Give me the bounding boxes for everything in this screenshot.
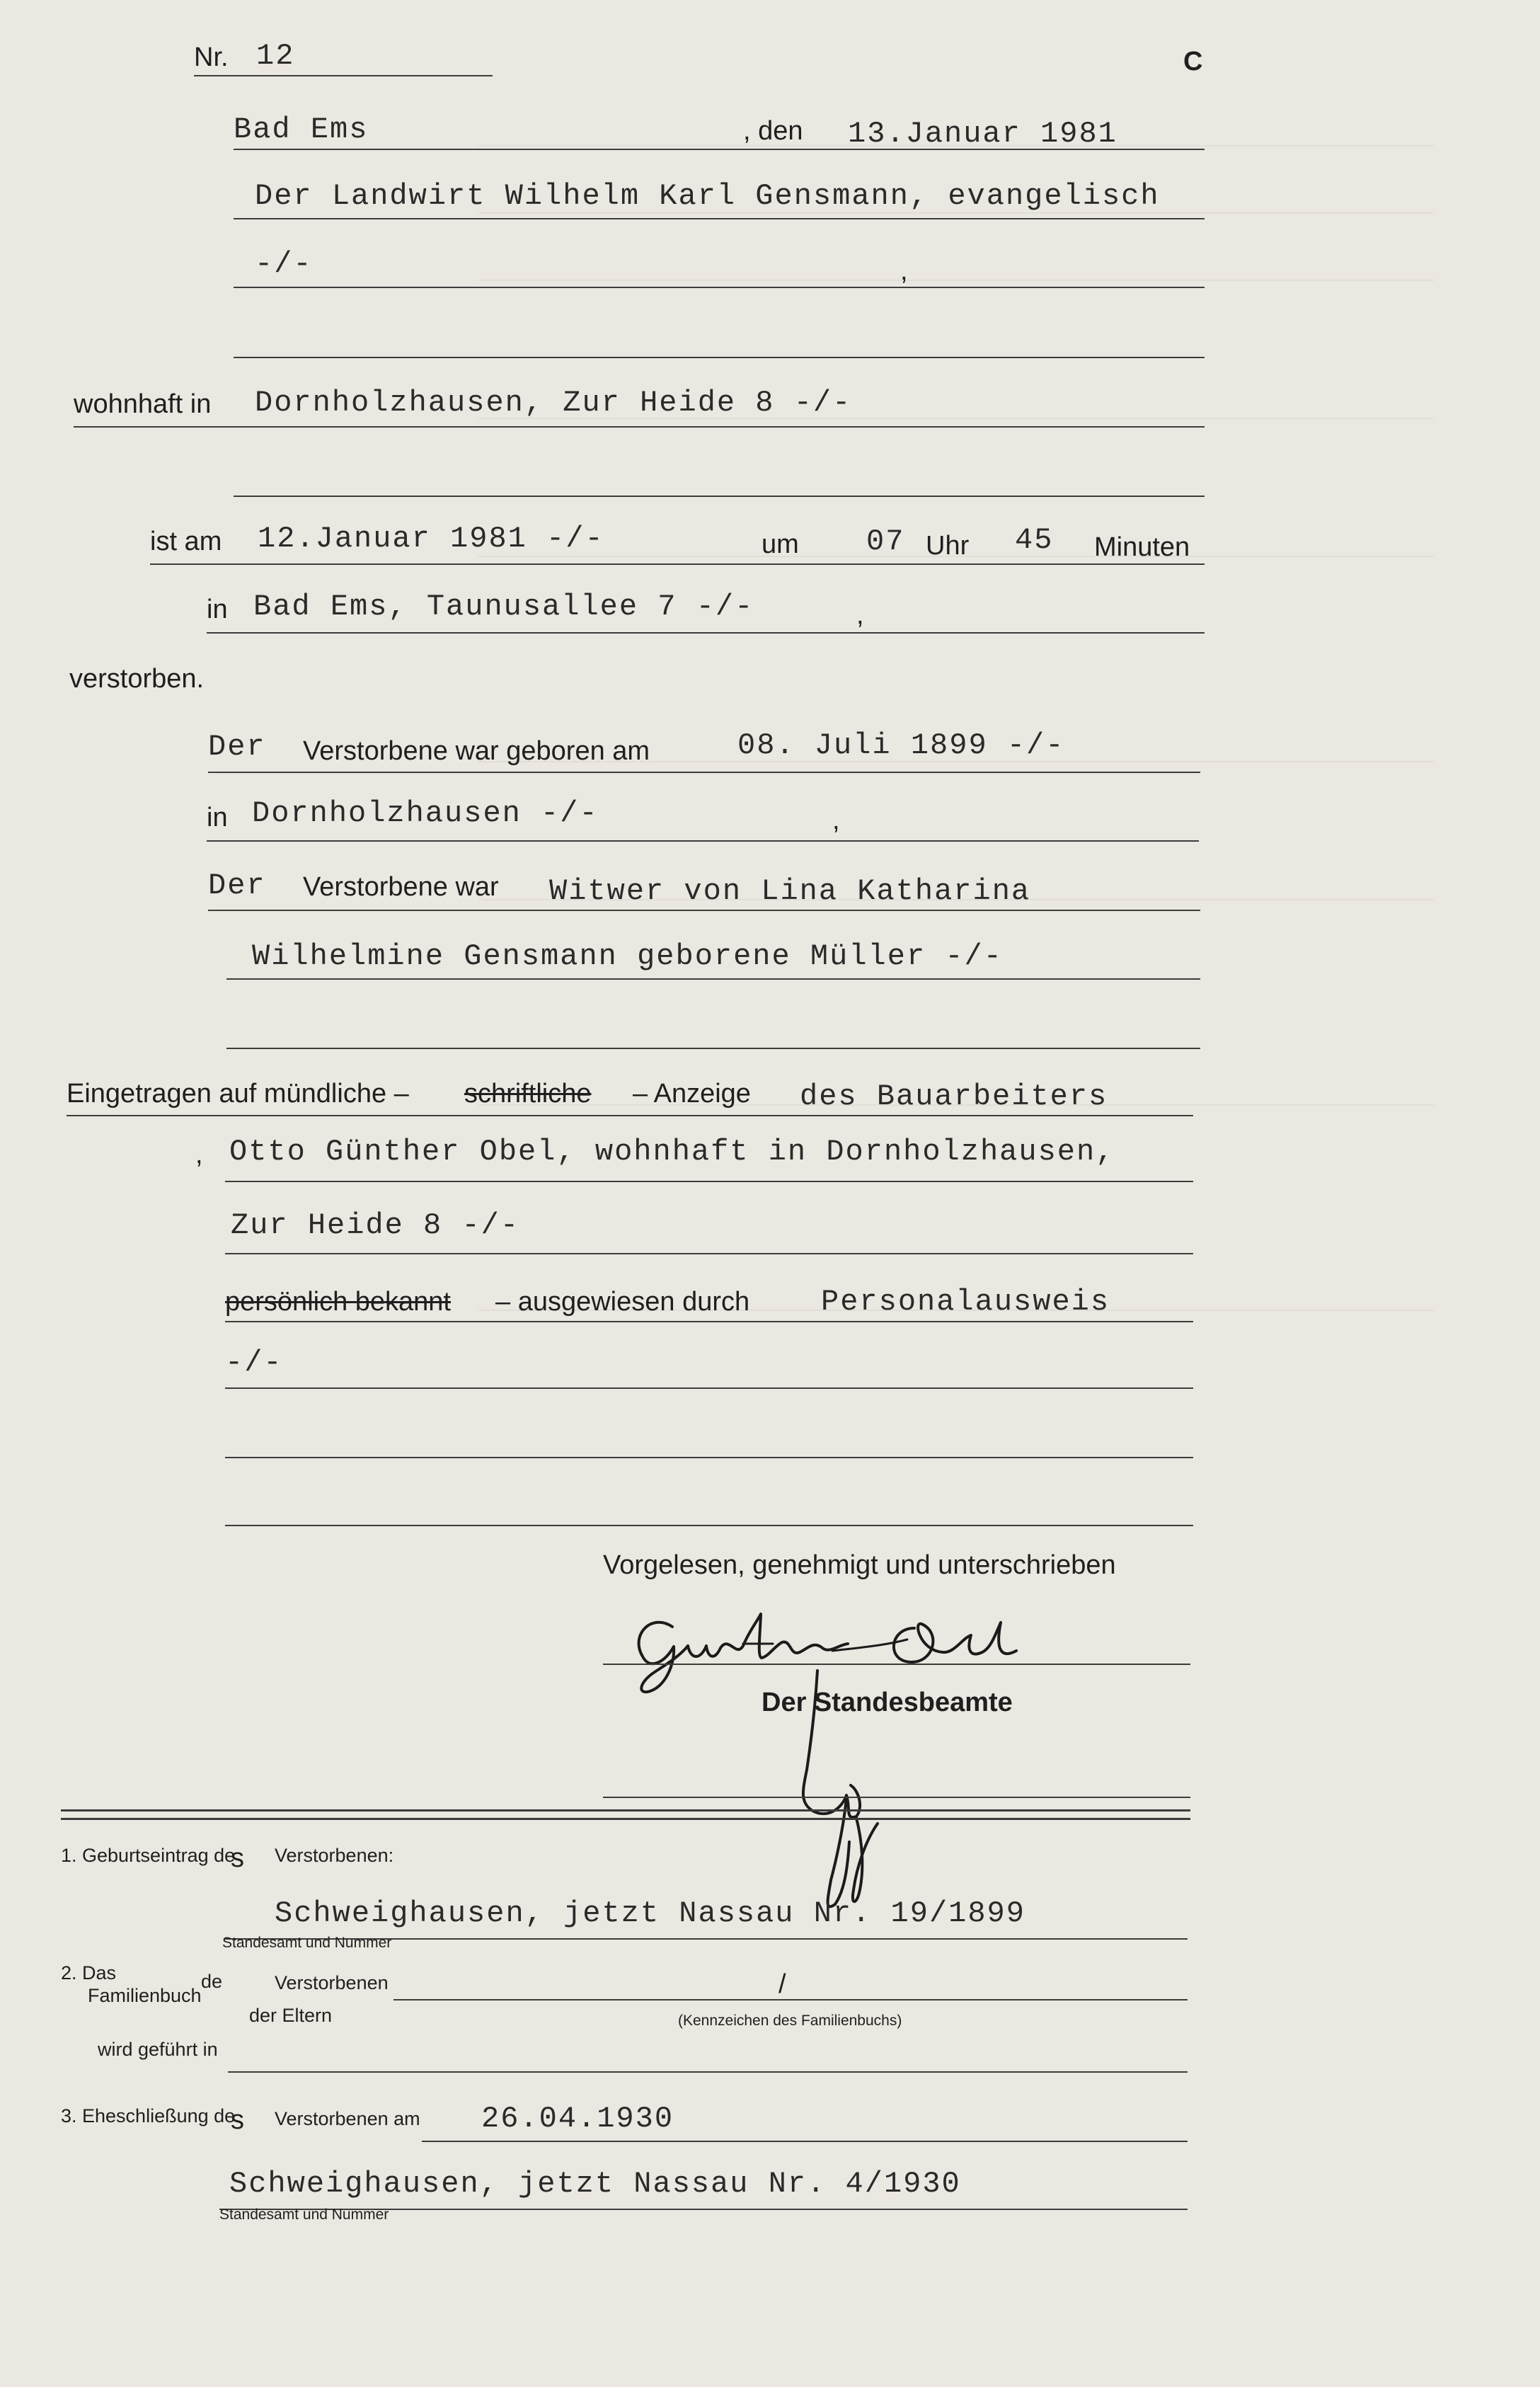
- report-line-2-comma: ,: [195, 1140, 203, 1169]
- footer-divider-1: [61, 1809, 1190, 1811]
- footer-item-3-date: 26.04.1930: [481, 2102, 674, 2136]
- death-minutes: 45: [1015, 523, 1054, 557]
- nr-underline: [194, 75, 493, 76]
- identification-underline-4: [225, 1525, 1193, 1526]
- verstorben-label: verstorben.: [69, 664, 205, 694]
- marital-underline-1: [208, 910, 1200, 911]
- marital-underline-2: [226, 978, 1200, 980]
- death-time-underline: [150, 563, 1205, 565]
- report-label-suffix: – Anzeige: [633, 1079, 751, 1109]
- footer-item-1-caption: Standesamt und Nummer: [222, 1935, 392, 1951]
- birth-in-label: in: [207, 803, 228, 832]
- footer-item-2-underline-2: [228, 2071, 1188, 2073]
- residence-underline-1: [74, 426, 1205, 428]
- person-line-2-comma: ,: [900, 256, 908, 286]
- ist-am-label: ist am: [150, 527, 222, 556]
- footer-item-2-underline: [393, 1999, 1188, 2000]
- report-underline-2: [225, 1181, 1193, 1182]
- identification-label-struck: persönlich bekannt: [225, 1287, 451, 1317]
- read-approved-label: Vorgelesen, genehmigt und unterschrieben: [603, 1550, 1116, 1580]
- footer-item-1-value: Schweighausen, jetzt Nassau Nr. 19/1899: [275, 1896, 1025, 1930]
- residence-value: Dornholzhausen, Zur Heide 8 -/-: [255, 386, 852, 420]
- registrar-title: Der Standesbeamte: [762, 1688, 1013, 1717]
- birth-date: 08. Juli 1899 -/-: [737, 728, 1065, 762]
- nr-value: 12: [256, 39, 295, 73]
- residence-label: wohnhaft in: [74, 389, 212, 419]
- report-underline-1: [67, 1115, 1193, 1116]
- footer-item-2-kennzeichen: (Kennzeichen des Familienbuchs): [678, 2013, 902, 2029]
- marital-underline-3: [226, 1048, 1200, 1049]
- footer-item-2-gefuehrt: wird geführt in: [98, 2039, 218, 2060]
- residence-underline-2: [234, 496, 1205, 497]
- birth-label: Verstorbene war geboren am: [303, 736, 650, 766]
- person-line-1: Der Landwirt Wilhelm Karl Gensmann, evangelisch: [255, 179, 1160, 213]
- death-place: Bad Ems, Taunusallee 7 -/-: [253, 590, 754, 624]
- footer-item-3-word: Verstorbenen am: [275, 2108, 420, 2129]
- identification-label-suffix: – ausgewiesen durch: [495, 1287, 750, 1317]
- birth-place-comma: ,: [832, 806, 840, 835]
- report-line-1: des Bauarbeiters: [800, 1080, 1108, 1114]
- report-line-2: Otto Günther Obel, wohnhaft in Dornholzhausen,: [229, 1135, 1115, 1169]
- marital-line-2: Wilhelmine Gensmann geborene Müller -/-: [252, 939, 1003, 973]
- footer-item-3-place: Schweighausen, jetzt Nassau Nr. 4/1930: [229, 2167, 961, 2201]
- identification-underline-1: [225, 1321, 1193, 1322]
- place-date-underline: [234, 149, 1205, 150]
- marital-line-1: Witwer von Lina Katharina: [549, 874, 1031, 908]
- death-in-label: in: [207, 595, 228, 624]
- marital-label: Verstorbene war: [303, 872, 499, 902]
- identification-line-2: -/-: [225, 1346, 283, 1380]
- birth-der-typed: Der: [208, 730, 266, 764]
- registrar-signature: [786, 1656, 899, 1918]
- footer-item-3-label: 3. Eheschließung de: [61, 2105, 236, 2126]
- footer-item-3-underline: [422, 2141, 1188, 2142]
- footer-divider-2: [61, 1818, 1190, 1820]
- place-value: Bad Ems: [234, 113, 369, 147]
- footer-item-1-label: 1. Geburtseintrag de: [61, 1845, 236, 1866]
- person-underline-2: [234, 287, 1205, 288]
- um-label: um: [762, 530, 799, 559]
- identification-document: Personalausweis: [821, 1285, 1110, 1319]
- death-date: 12.Januar 1981 -/-: [258, 522, 604, 556]
- marital-der-typed: Der: [208, 869, 266, 903]
- footer-item-1-word: Verstorbenen:: [275, 1845, 394, 1866]
- registrar-signature-line: [603, 1797, 1190, 1798]
- footer-item-1-suffix: s: [231, 1843, 244, 1873]
- uhr-label: Uhr: [926, 531, 970, 561]
- report-line-3: Zur Heide 8 -/-: [231, 1208, 520, 1242]
- birth-date-underline: [208, 772, 1200, 773]
- identification-underline-2: [225, 1387, 1193, 1389]
- report-underline-3: [225, 1253, 1193, 1254]
- footer-item-3-caption: Standesamt und Nummer: [219, 2206, 389, 2223]
- birth-place: Dornholzhausen -/-: [252, 796, 599, 830]
- nr-label: Nr.: [194, 42, 229, 72]
- den-label: , den: [743, 116, 803, 146]
- footer-item-3-suffix: s: [231, 2105, 244, 2135]
- footer-item-2-number: 2. Das: [61, 1962, 117, 1984]
- minuten-label: Minuten: [1094, 532, 1190, 562]
- corner-letter: C: [1183, 47, 1203, 76]
- person-underline-3: [234, 357, 1205, 358]
- footer-item-2-de: de: [201, 1971, 223, 1992]
- person-line-2: -/-: [255, 247, 313, 281]
- report-label-struck: schriftliche: [464, 1079, 592, 1109]
- death-hour: 07: [866, 525, 905, 559]
- report-label-prefix: Eingetragen auf mündliche –: [67, 1079, 409, 1109]
- death-place-comma: ,: [856, 600, 864, 630]
- footer-item-2-verstorbenen: Verstorbenen: [275, 1972, 389, 1993]
- footer-item-2-familienbuch: Familienbuch: [88, 1985, 202, 2006]
- footer-item-2-eltern: der Eltern: [249, 2005, 333, 2026]
- date-value: 13.Januar 1981: [848, 117, 1117, 151]
- identification-underline-3: [225, 1457, 1193, 1458]
- birth-place-underline: [207, 840, 1199, 842]
- footer-item-2-slash: /: [778, 1969, 786, 1999]
- person-underline-1: [234, 218, 1205, 219]
- death-place-underline: [207, 632, 1205, 634]
